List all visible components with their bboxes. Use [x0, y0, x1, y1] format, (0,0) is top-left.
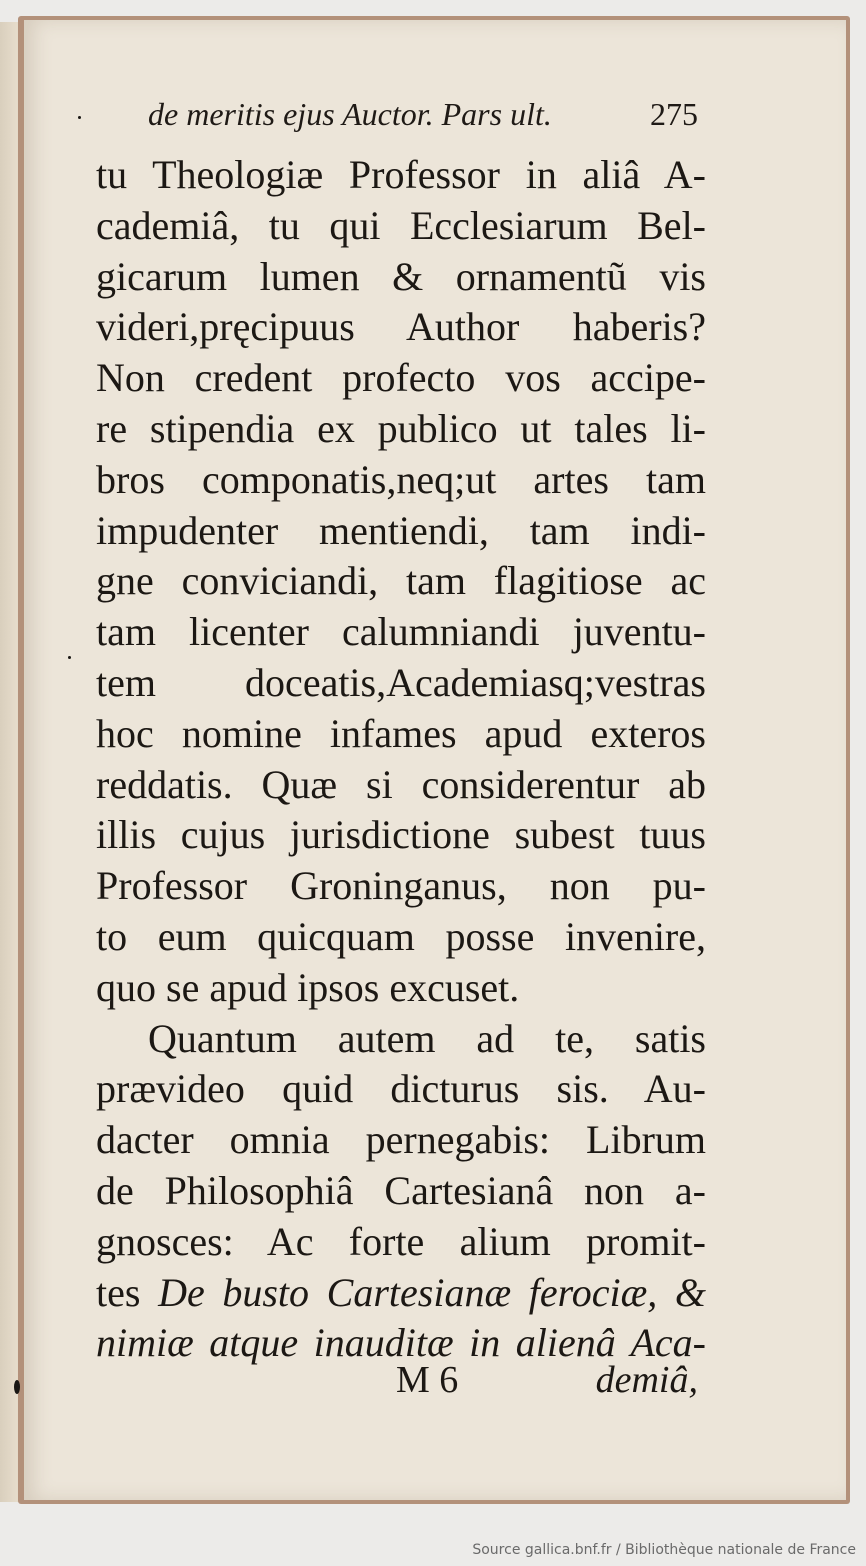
running-head-title: de meritis ejus Auctor. Pars ult. [148, 96, 552, 132]
main-text [96, 150, 706, 1369]
text-line: tu Theologiæ Professor in aliâ A- [96, 152, 706, 197]
text-line: hoc nomine infames apud exteros [96, 710, 706, 756]
text-line: re stipendia ex publico ut tales li- [96, 405, 706, 451]
text-line: quo se apud ipsos excuset. [96, 964, 520, 1010]
catchword: demiâ, [595, 1359, 698, 1401]
text-line: reddatis. Quæ si considerentur ab [96, 761, 706, 807]
paragraph-line [96, 1268, 706, 1319]
text-line: Non credent profecto vos accipe- [96, 355, 706, 401]
page-number: 275 [650, 96, 698, 132]
running-head [148, 96, 708, 144]
page-footer [96, 1358, 706, 1410]
source-attribution: Source gallica.bnf.fr / Bibliothèque nationale de France [472, 1542, 856, 1558]
line-prefix: tes [96, 1269, 141, 1315]
text-line: tam licenter calumniandi juventu- [96, 609, 706, 655]
text-line: videri,pręcipuus Author haberis? [96, 304, 706, 350]
text-line: impudenter mentiendi, tam indi- [96, 507, 706, 553]
paragraph-line: gnosces: Ac forte alium promit- [96, 1218, 706, 1264]
text-line: tem doceatis,Academiasq;vestras [96, 659, 706, 705]
paragraph-line: dacter omnia pernegabis: Librum [96, 1117, 706, 1163]
paragraph-line: prævideo quid dicturus sis. Au- [96, 1066, 706, 1112]
ink-speck [68, 656, 71, 659]
paragraph-line: de Philosophiâ Cartesianâ non a- [96, 1167, 706, 1213]
paragraph-line: nimiæ atque inauditæ in alienâ Aca- [96, 1320, 706, 1366]
text-line: bros componatis,neq;ut artes tam [96, 456, 706, 502]
italic-title: De busto Cartesianæ ferociæ, & [158, 1269, 707, 1315]
text-line: illis cujus jurisdictione subest tuus [96, 812, 706, 858]
ink-speck [14, 1380, 20, 1394]
ink-speck [78, 116, 81, 119]
text-line: gne conviciandi, tam flagitiose ac [96, 558, 706, 604]
signature-mark: M 6 [396, 1359, 459, 1401]
text-line: to eum quicquam posse invenire, [96, 913, 706, 959]
text-line: cademiâ, tu qui Ecclesiarum Bel- [96, 202, 706, 248]
paragraph-line: Quantum autem ad te, satis [148, 1015, 706, 1061]
text-line: gicarum lumen & ornamentũ vis [96, 253, 706, 299]
text-line: Professor Groninganus, non pu- [96, 863, 706, 909]
